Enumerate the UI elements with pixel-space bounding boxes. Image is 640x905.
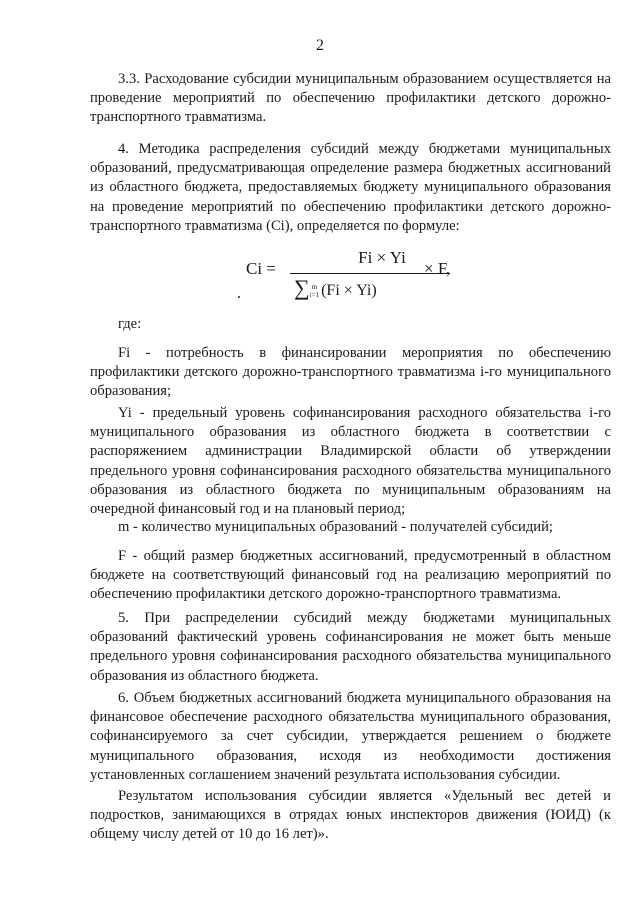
where-label: где:: [118, 316, 142, 332]
sum-limits: [310, 283, 319, 299]
definition-m: m - количество муниципальных образований - получателей субсидий;: [118, 519, 553, 535]
paragraph-6: 6. Объем бюджетных ассигнований бюджета муниципального образования на финансовое обеспечение расходного обязательства муниципального образования, софинансируемого за счет субсидии, утверждается решением о бюджете муниципального образования, исходя из необходимости достижения установленных соглашением значений результата использования субсидии.: [90, 690, 611, 783]
definition-fi: Fi - потребность в финансировании мероприятия по обеспечению профилактики детского дорожно-транспортного травматизма i-го муниципального образования;: [90, 345, 611, 400]
formula-numerator: Fi × Yi: [358, 248, 406, 267]
denominator-term: (Fi × Yi): [321, 282, 377, 299]
scan-speck: [238, 296, 240, 298]
paragraph-5: 5. При распределении субсидий между бюджетами муниципальных образований фактический уровень софинансирования не может быть меньше предельного уровня софинансирования расходного обязательства муниципального образования из областного бюджета.: [90, 610, 611, 684]
sum-lower: i=1: [309, 291, 320, 300]
distribution-formula: [240, 248, 470, 300]
sum-upper: m: [311, 283, 318, 292]
definition-f: F - общий размер бюджетных ассигнований, предусмотренный в областном бюджете на соответствующий финансовый год на реализацию мероприятий по обеспечению профилактики детского дорожно-транспортного травматизма.: [90, 548, 611, 603]
sum-symbol: ∑: [294, 275, 310, 300]
formula-rhs: × F,: [424, 259, 451, 278]
formula-denominator: [294, 275, 377, 301]
result-paragraph: Результатом использования субсидии является «Удельный вес детей и подростков, занимающихся в отрядах юных инспекторов движения (ЮИД) (к общему числу детей от 10 до 16 лет)».: [90, 788, 611, 843]
page-number: 2: [316, 37, 324, 54]
paragraph-4: 4. Методика распределения субсидий между бюджетами муниципальных образований, предусматривающая определение размера бюджетных ассигнований из областного бюджета, предоставляемых бюджету муниципального образования на проведение мероприятий по обеспечению профилактики детского дорожно-транспортного травматизма (Ci), определяется по формуле:: [90, 141, 611, 234]
formula-lhs: Ci =: [246, 259, 276, 278]
definition-yi: Yi - предельный уровень софинансирования расходного обязательства i-го муниципального образования из областного бюджета в соответствии с распоряжением администрации Владимирской области об утверждении предельного уровня софинансирования расходного обязательства муниципального образования из областного бюджета по муниципальным образованиям на очередной финансовый год и на плановый период;: [90, 405, 611, 518]
paragraph-3-3: 3.3. Расходование субсидии муниципальным образованием осуществляется на проведение мероприятий по обеспечению профилактики детского дорожно-транспортного травматизма.: [90, 71, 611, 126]
